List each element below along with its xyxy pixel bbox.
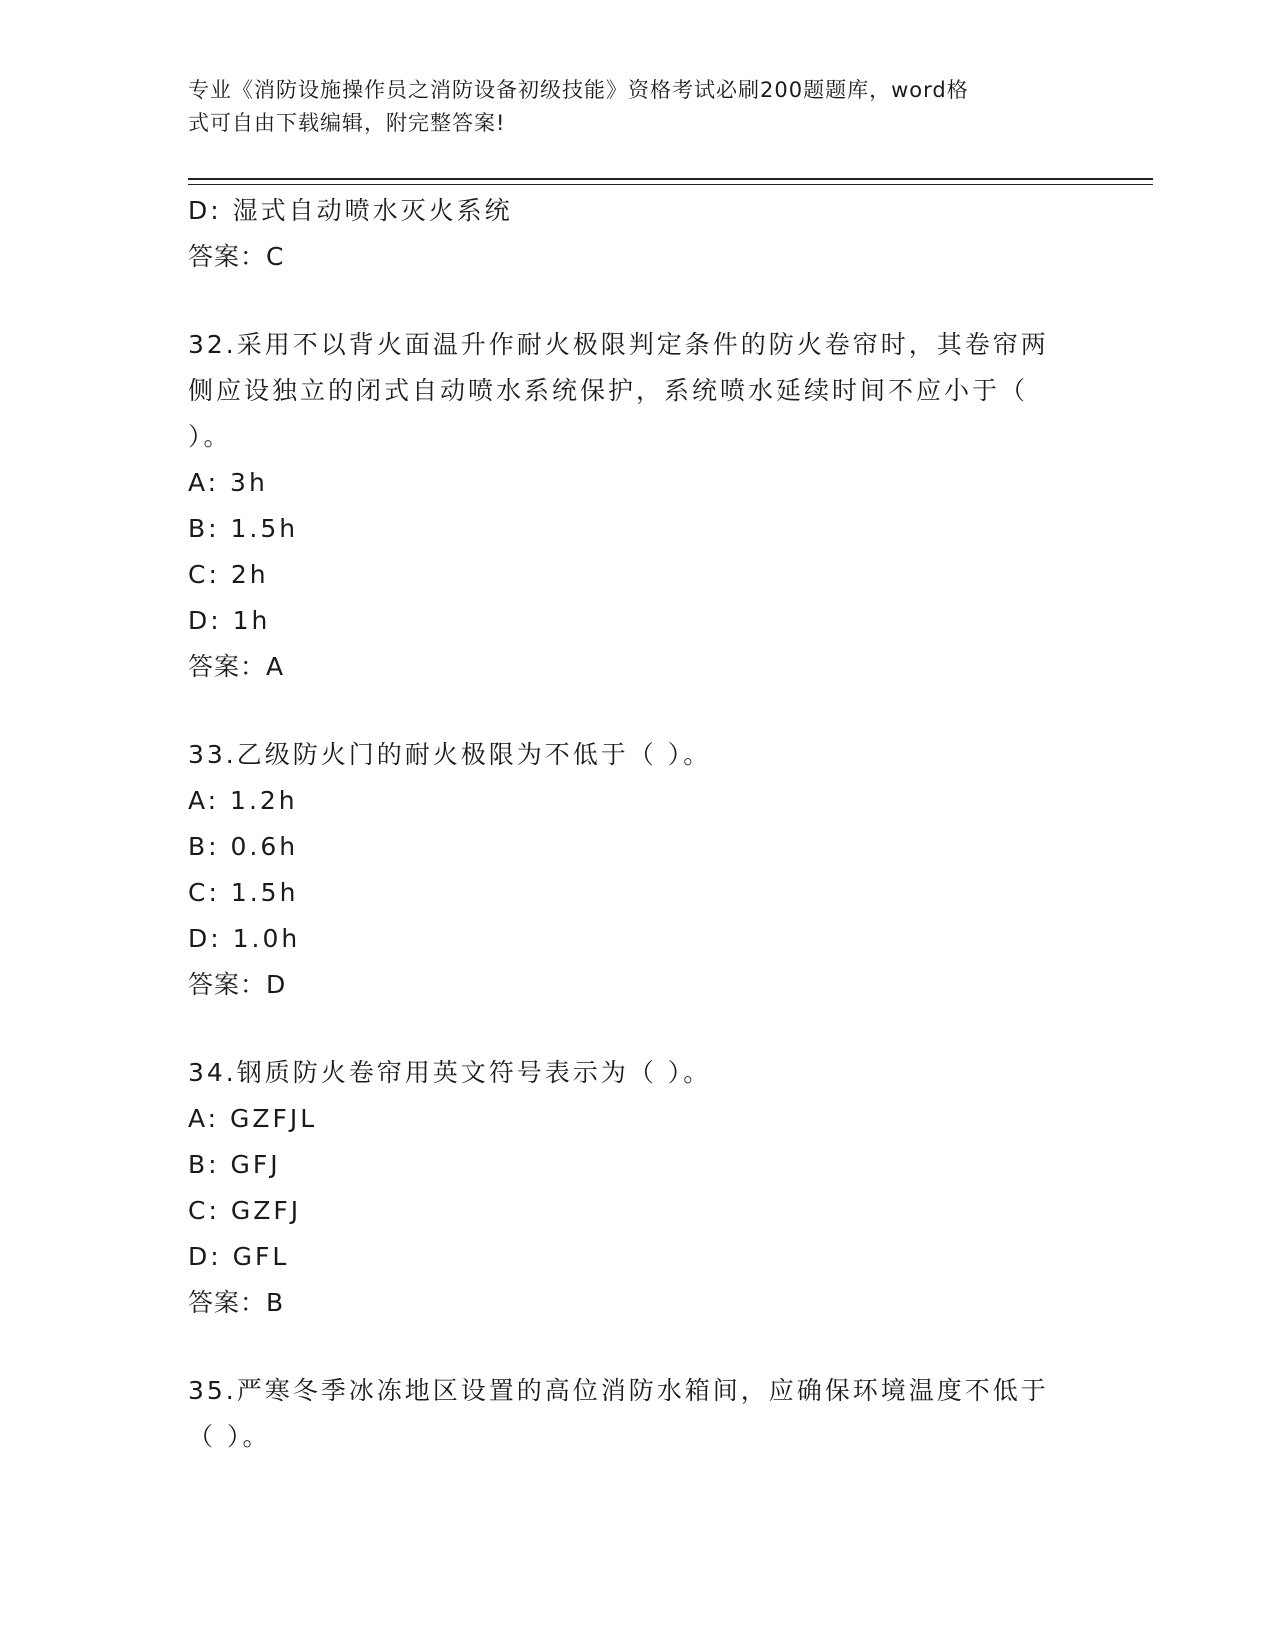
option-d: D: 1h bbox=[188, 606, 271, 635]
option-d: D: GFL bbox=[188, 1242, 290, 1271]
question-text-line: （ ）。 bbox=[188, 1422, 271, 1451]
page-header bbox=[188, 74, 1068, 140]
question-text-line: ）。 bbox=[188, 422, 232, 451]
option-c: C: GZFJ bbox=[188, 1196, 302, 1225]
option-b: B: GFJ bbox=[188, 1150, 281, 1179]
question-text-line: 侧应设独立的闭式自动喷水系统保护，系统喷水延续时间不应小于（ bbox=[188, 376, 1029, 405]
question-text-line: 33.乙级防火门的耐火极限为不低于（ ）。 bbox=[188, 740, 712, 769]
header-line-2: 式可自由下载编辑，附完整答案! bbox=[188, 111, 506, 135]
prev-question-tail bbox=[188, 188, 1088, 280]
question-text-line: 35.严寒冬季冰冻地区设置的高位消防水箱间，应确保环境温度不低于 bbox=[188, 1376, 1049, 1405]
question-text-line: 34.钢质防火卷帘用英文符号表示为（ ）。 bbox=[188, 1058, 712, 1087]
option-d: D: 1.0h bbox=[188, 924, 301, 953]
question-33 bbox=[188, 732, 1088, 1008]
question-35 bbox=[188, 1368, 1088, 1460]
option-b: B: 0.6h bbox=[188, 832, 299, 861]
option-a: A: 3h bbox=[188, 468, 268, 497]
answer-line: 答案：A bbox=[188, 652, 285, 681]
option-d: D: 湿式自动喷水灭火系统 bbox=[188, 196, 513, 225]
header-line-1: 专业《消防设施操作员之消防设备初级技能》资格考试必刷200题题库，word格 bbox=[188, 78, 969, 102]
answer-line: 答案：B bbox=[188, 1288, 285, 1317]
option-c: C: 2h bbox=[188, 560, 269, 589]
option-c: C: 1.5h bbox=[188, 878, 299, 907]
header-divider bbox=[188, 178, 1153, 180]
header-divider-thin bbox=[188, 184, 1153, 185]
question-32 bbox=[188, 322, 1088, 690]
question-text-line: 32.采用不以背火面温升作耐火极限判定条件的防火卷帘时，其卷帘两 bbox=[188, 330, 1049, 359]
answer-line: 答案：D bbox=[188, 970, 287, 999]
question-list bbox=[188, 188, 1088, 1460]
answer-line: 答案：C bbox=[188, 242, 285, 271]
question-34 bbox=[188, 1050, 1088, 1326]
option-a: A: GZFJL bbox=[188, 1104, 318, 1133]
option-a: A: 1.2h bbox=[188, 786, 298, 815]
option-b: B: 1.5h bbox=[188, 514, 299, 543]
